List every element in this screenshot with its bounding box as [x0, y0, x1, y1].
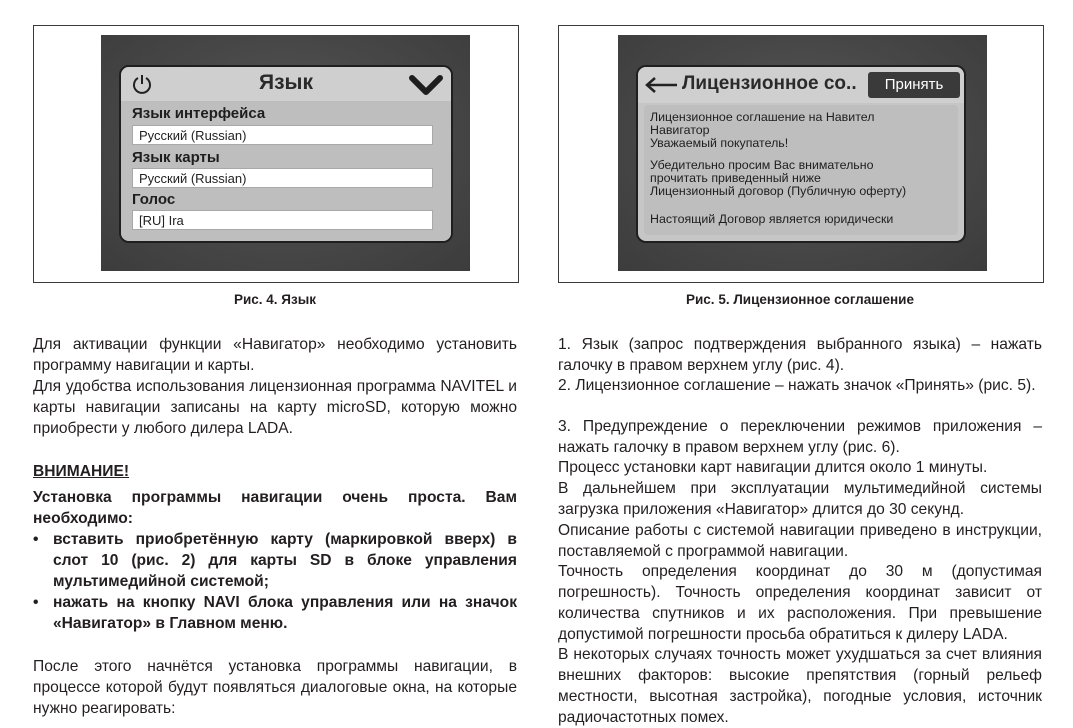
figure-5-caption: Рис. 5. Лицензионное соглашение: [686, 292, 914, 307]
voice-field[interactable]: [RU] Ira: [132, 210, 433, 230]
device-screen: [618, 35, 987, 271]
license-text-area[interactable]: [644, 105, 958, 235]
back-arrow-icon[interactable]: [644, 77, 678, 93]
left-column: [33, 334, 517, 723]
license-text-block: Убедительно просим Вас внимательно прочитать приведенный ниже Лицензионный договор (Публичную оферту): [650, 158, 907, 198]
list-item: [33, 529, 517, 592]
license-text-block: Настоящий Договор является юридически: [650, 212, 894, 226]
bullet-text: нажать на кнопку NAVI блока управления или на значок «Навигатор» в Главном меню.: [53, 594, 517, 632]
accept-button[interactable]: Принять: [868, 72, 960, 98]
install-time-paragraph: Процесс установки карт навигации длится около 1 минуты.: [558, 459, 988, 476]
bullet-icon: •: [33, 594, 39, 611]
bullet-icon: •: [33, 531, 39, 548]
dialog-title: Лицензионное со..: [682, 73, 857, 94]
voice-label: Голос: [132, 191, 176, 208]
dialog-header: [121, 67, 451, 103]
checkmark-icon[interactable]: [409, 73, 443, 97]
interference-paragraph: В некоторых случаях точность может ухудшаться за счет влияния внешних факторов: высокие препятствия (горный рельеф местности, высотная застройка), погодные условия, источник радиочастотных помех.: [558, 646, 1042, 726]
figure-4-frame: [33, 25, 519, 283]
license-text-block: Лицензионное соглашение на Навител Навигатор Уважаемый покупатель!: [650, 110, 875, 150]
map-language-label: Язык карты: [132, 149, 220, 166]
installation-paragraph: После этого начнётся установка программы навигации, в процессе которой будут появляться диалоговые окна, на которые нужно реагировать:: [33, 658, 517, 717]
step-item: 3. Предупреждение о переключении режимов приложения – нажать галочку в правом верхнем углу (рис. 6).: [558, 418, 1042, 456]
manual-paragraph: Описание работы с системой навигации приведено в инструкции, поставляемой с программой навигации.: [558, 522, 1042, 560]
step-item: 2. Лицензионное соглашение – нажать значок «Принять» (рис. 5).: [558, 377, 1036, 394]
right-column: [558, 334, 1042, 726]
list-item: [33, 592, 517, 634]
bullet-text: вставить приобретённую карту (маркировкой вверх) в слот 10 (рис. 2) для карты SD в блоке управления мультимедийной системой;: [53, 531, 517, 590]
interface-language-label: Язык интерфейса: [132, 105, 266, 122]
dialog-title: Язык: [259, 71, 313, 94]
figure-5-frame: [558, 25, 1044, 283]
language-dialog: [119, 65, 453, 243]
navitel-paragraph: Для удобства использования лицензионная программа NAVITEL и карты навигации записаны на карту microSD, которую можно приобрести у любого дилера LADA.: [33, 378, 517, 437]
dialog-header: [638, 67, 964, 103]
warning-intro: Установка программы навигации очень проста. Вам необходимо:: [33, 489, 517, 527]
figure-4-caption: Рис. 4. Язык: [233, 292, 317, 307]
warning-heading: ВНИМАНИЕ!: [33, 463, 130, 480]
license-dialog: [636, 65, 966, 243]
load-time-paragraph: В дальнейшем при эксплуатации мультимедийной системы загрузка приложения «Навигатор» длится до 30 секунд.: [558, 480, 1042, 518]
accuracy-paragraph: Точность определения координат до 30 м (допустимая погрешность). Точность определения координат зависит от количества спутников и их расположения. При превышение допустимой погрешности просьба обратиться к дилеру LADA.: [558, 563, 1042, 643]
intro-paragraph: Для активации функции «Навигатор» необходимо установить программу навигации и карты.: [33, 336, 517, 374]
device-screen: [101, 35, 470, 271]
map-language-field[interactable]: Русский (Russian): [132, 168, 433, 188]
step-item: 1. Язык (запрос подтверждения выбранного языка) – нажать галочку в правом верхнем углу (рис. 4).: [558, 336, 1042, 374]
dialog-body: [121, 103, 451, 241]
interface-language-field[interactable]: Русский (Russian): [132, 125, 433, 145]
